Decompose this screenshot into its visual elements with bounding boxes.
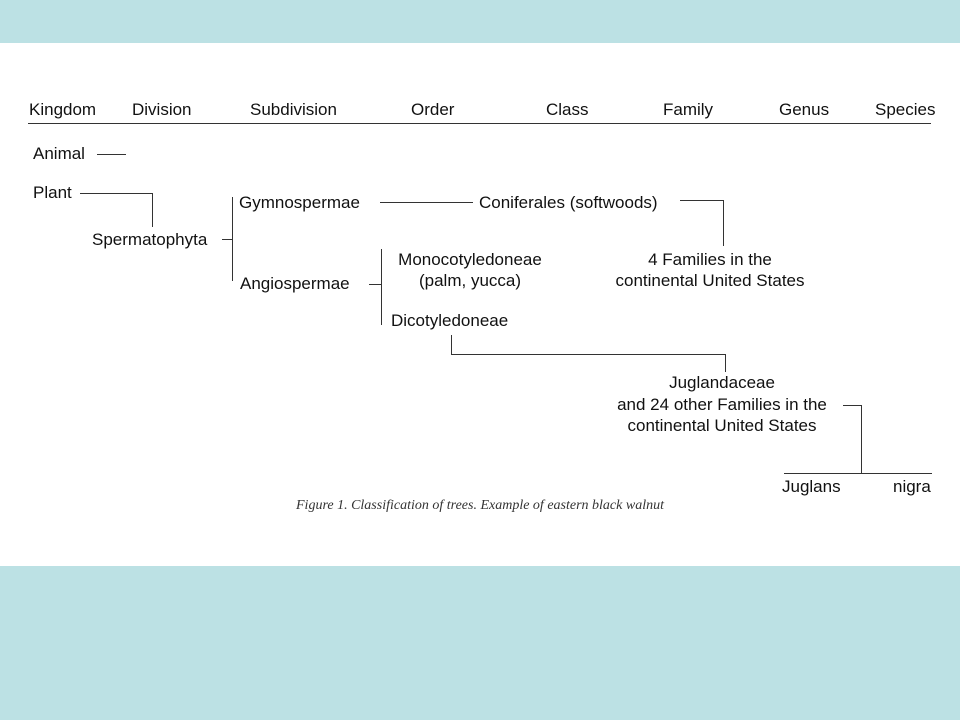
node-juglandaceae-line1: Juglandaceae: [669, 373, 775, 392]
genus-species-rule: [784, 473, 932, 474]
figure-caption: Figure 1. Classification of trees. Example of eastern black walnut: [296, 498, 664, 513]
header-order: Order: [411, 100, 455, 119]
plant-connector-v: [152, 193, 153, 227]
coniferales-connector-v: [723, 200, 724, 246]
node-dicot: Dicotyledoneae: [391, 311, 509, 330]
header-division: Division: [132, 100, 192, 119]
node-coniferales: Coniferales (softwoods): [479, 193, 658, 212]
header-class: Class: [546, 100, 589, 119]
node-nigra: nigra: [893, 477, 931, 496]
header-kingdom: Kingdom: [29, 100, 97, 119]
node-angiospermae: Angiospermae: [240, 274, 350, 293]
node-animal: Animal: [33, 144, 85, 163]
animal-connector: [97, 154, 126, 155]
dicot-connector-v1: [451, 335, 452, 354]
spermatophyta-connector: [222, 239, 232, 240]
node-monocot-line1: Monocotyledoneae: [398, 250, 542, 269]
node-spermatophyta: Spermatophyta: [92, 230, 208, 249]
header-species: Species: [875, 100, 936, 119]
coniferales-connector-h: [680, 200, 723, 201]
dicot-connector-v2: [725, 354, 726, 372]
node-plant: Plant: [33, 183, 72, 202]
angiospermae-connector: [369, 284, 381, 285]
node-four-families-line1: 4 Families in the: [648, 250, 772, 269]
header-genus: Genus: [779, 100, 830, 119]
header-rule: [28, 123, 931, 124]
plant-connector-h: [80, 193, 152, 194]
dicot-connector-h: [451, 354, 725, 355]
order-bracket: [381, 249, 382, 325]
subdivision-bracket: [232, 197, 233, 281]
slide-content: [0, 43, 960, 566]
header-subdivision: Subdivision: [250, 100, 337, 119]
node-monocot-line2: (palm, yucca): [418, 271, 522, 290]
node-juglans: Juglans: [782, 477, 841, 496]
node-juglandaceae-line3: continental United States: [627, 416, 817, 435]
node-gymnospermae: Gymnospermae: [239, 193, 360, 212]
juglandaceae-connector-h: [843, 405, 861, 406]
node-juglandaceae-line2: and 24 other Families in the: [617, 395, 827, 414]
node-four-families-line2: continental United States: [615, 271, 805, 290]
juglandaceae-connector-v: [861, 405, 862, 473]
gymnospermae-connector: [380, 202, 473, 203]
header-family: Family: [663, 100, 714, 119]
